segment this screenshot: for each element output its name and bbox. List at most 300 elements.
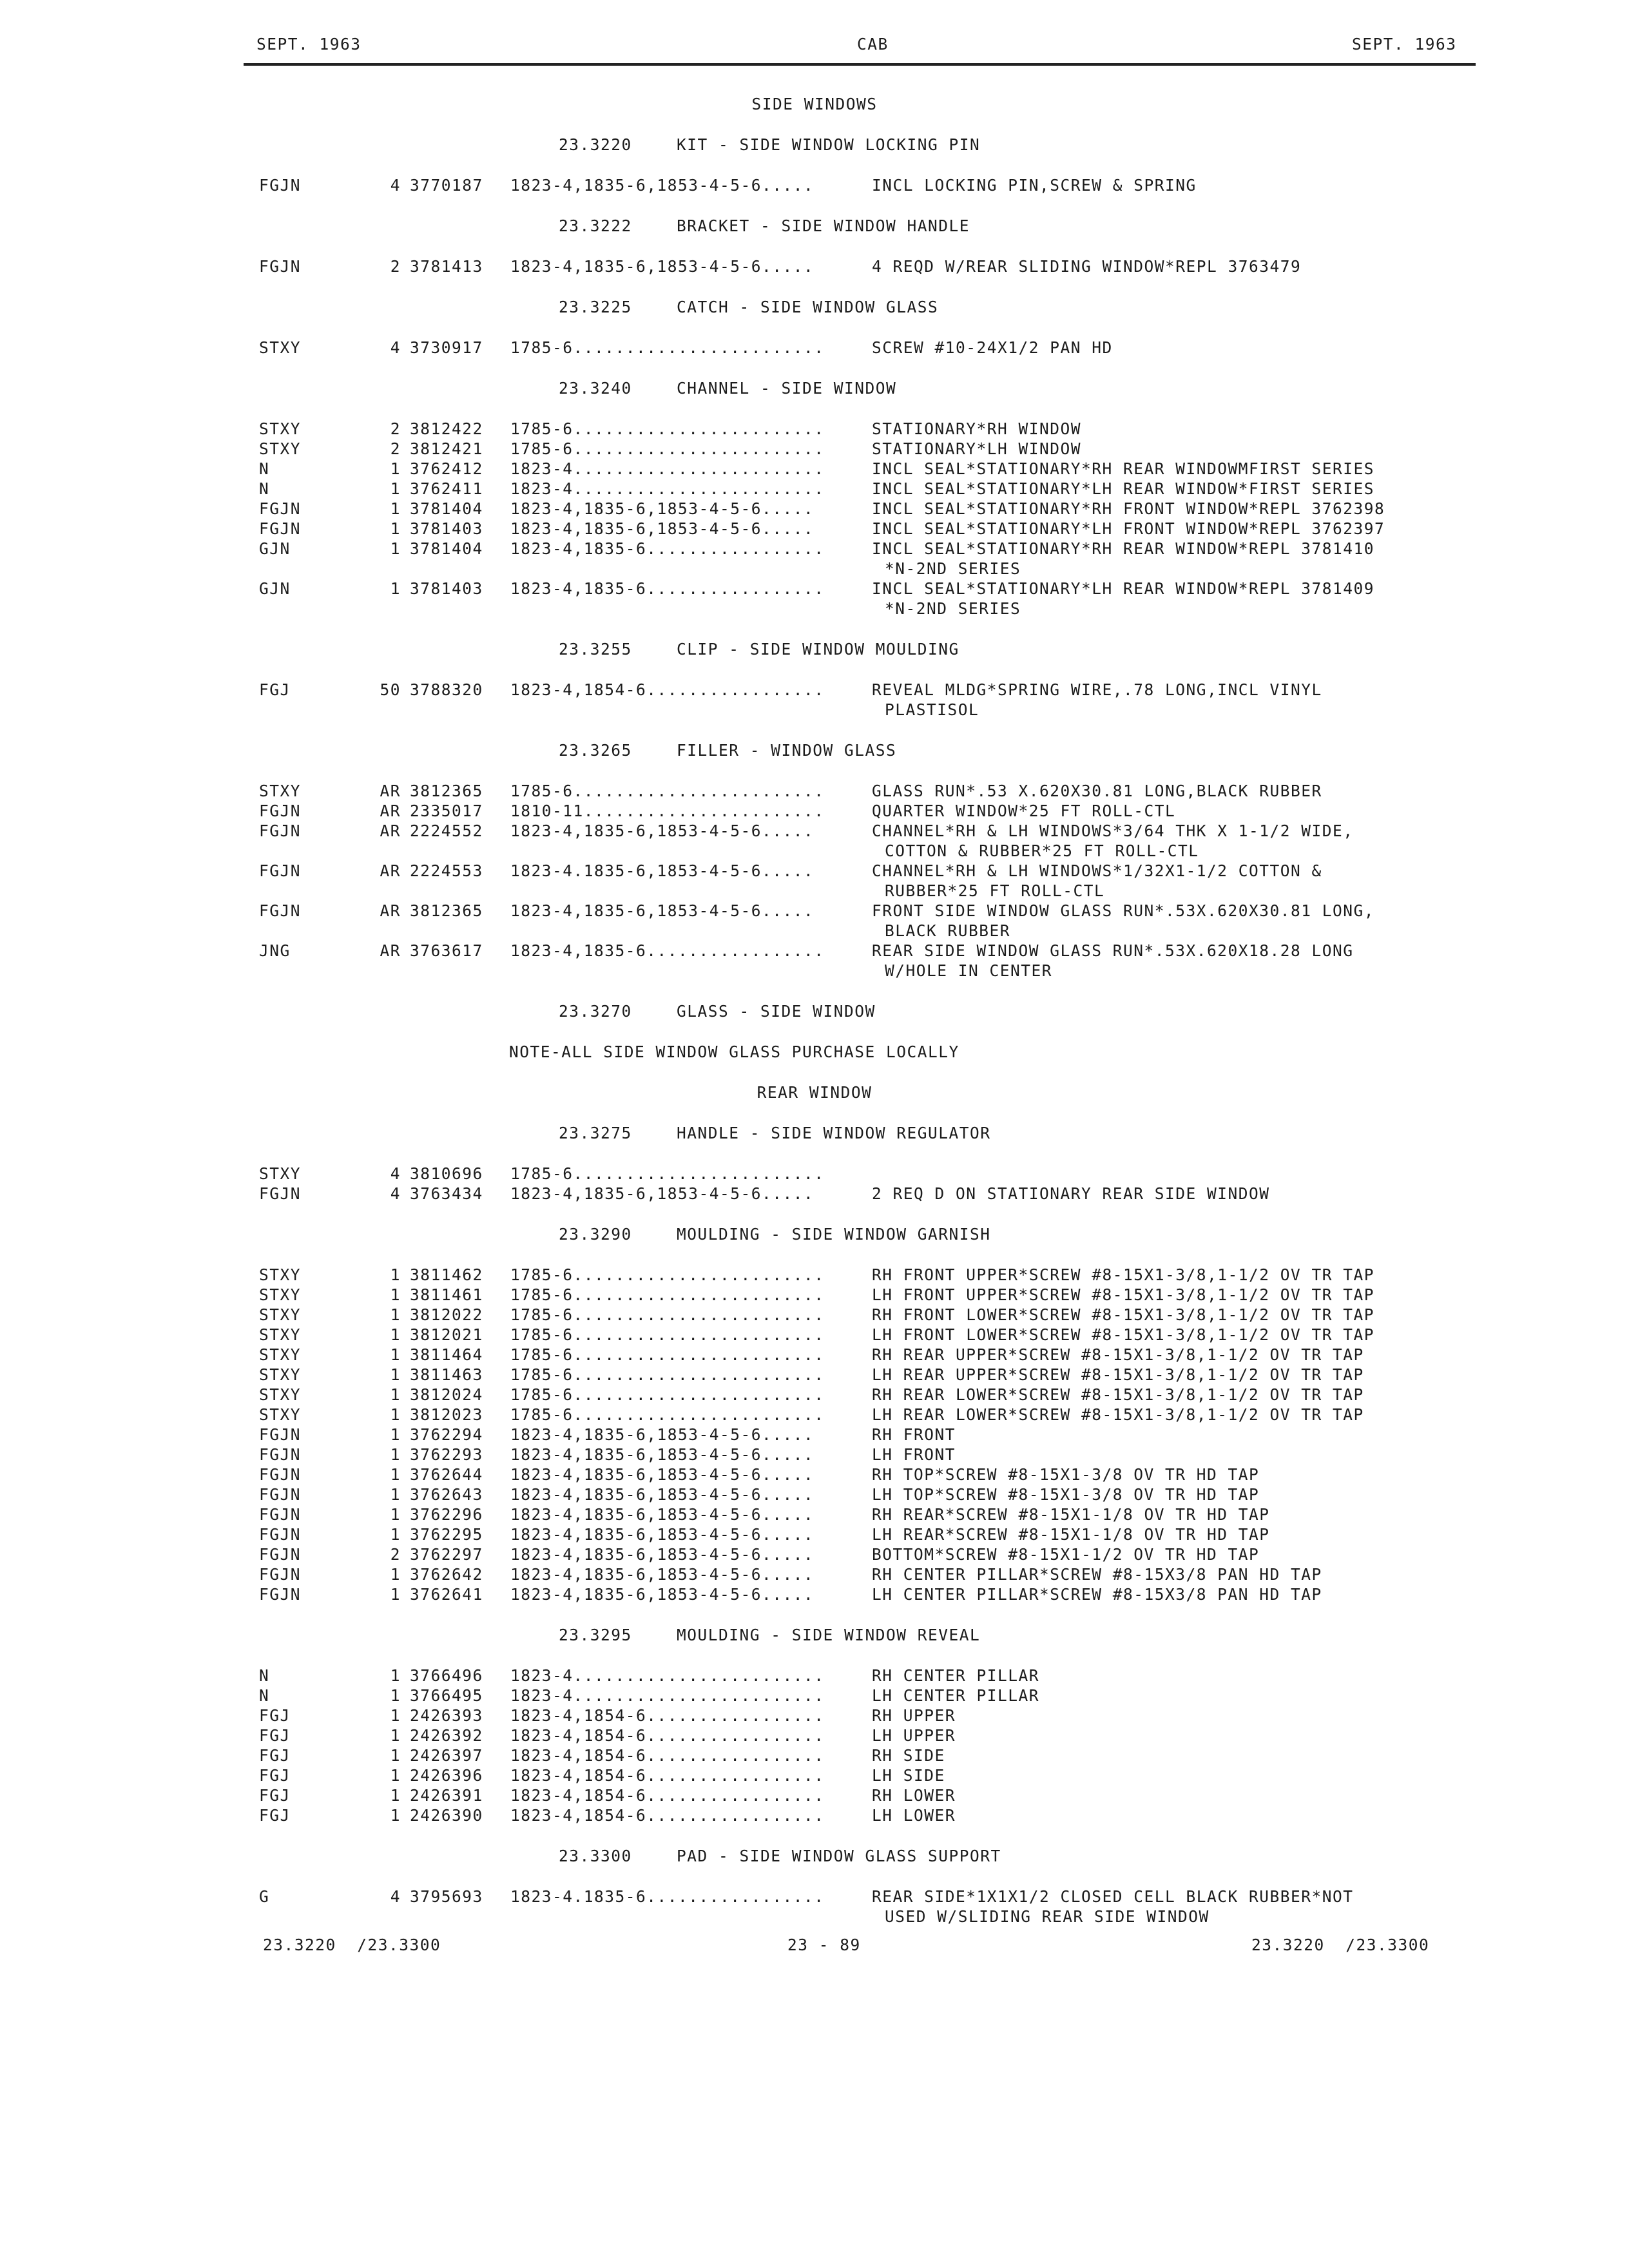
parts-row (0, 1325, 1629, 1345)
model-applicability: 1823-4,1835-6,1853-4-5-6..... (510, 1465, 815, 1484)
model-applicability: 1785-6........................ (510, 439, 825, 458)
part-number: 2224553 (410, 861, 483, 880)
part-number: 3762296 (410, 1505, 483, 1524)
parts-row (0, 801, 1629, 821)
part-description: RH REAR LOWER*SCREW #8-15X1-3/8,1-1/2 OV TR TAP (872, 1385, 1364, 1404)
note-text: NOTE-ALL SIDE WINDOW GLASS PURCHASE LOCALLY (509, 1043, 959, 1061)
model-applicability: 1823-4,1835-6,1853-4-5-6..... (510, 499, 815, 518)
part-description-continued: BLACK RUBBER (885, 921, 1011, 940)
quantity: 1 (390, 1806, 401, 1825)
quantity: 1 (390, 1345, 401, 1364)
part-number: 3781403 (410, 579, 483, 598)
parts-row (0, 1666, 1629, 1686)
group-heading (0, 639, 1629, 680)
model-code: STXY (259, 1385, 302, 1404)
part-number: 3812422 (410, 419, 483, 438)
part-number: 3762297 (410, 1545, 483, 1564)
model-code: FGJN (259, 1184, 302, 1203)
group-heading (0, 378, 1629, 419)
model-code: FGJN (259, 861, 302, 880)
part-description: INCL SEAL*STATIONARY*LH FRONT WINDOW*REPL 3762397 (872, 519, 1385, 538)
group-heading (0, 297, 1629, 338)
parts-row (0, 1365, 1629, 1385)
part-number: 3730917 (410, 338, 483, 357)
quantity: 1 (390, 1305, 401, 1324)
header-rule (244, 63, 1476, 66)
parts-row (0, 1765, 1629, 1785)
parts-row (0, 1564, 1629, 1584)
group-code: 23.3225 (559, 298, 632, 316)
quantity: 1 (390, 1485, 401, 1504)
group-code: 23.3222 (559, 216, 632, 235)
part-description: LH REAR*SCREW #8-15X1-1/8 OV TR HD TAP (872, 1525, 1270, 1544)
model-applicability: 1785-6........................ (510, 1385, 825, 1404)
header-date-right: SEPT. 1963 (1352, 35, 1457, 53)
parts-row (0, 901, 1629, 921)
parts-row (0, 941, 1629, 961)
model-code: STXY (259, 439, 302, 458)
parts-row (0, 579, 1629, 599)
parts-row-continuation (0, 961, 1629, 981)
part-description: REAR SIDE WINDOW GLASS RUN*.53X.620X18.28 LONG (872, 941, 1354, 960)
part-description: RH LOWER (872, 1786, 956, 1805)
parts-row (0, 175, 1629, 195)
part-description: INCL LOCKING PIN,SCREW & SPRING (872, 176, 1197, 195)
model-applicability: 1823-4........................ (510, 479, 825, 498)
group-title: BRACKET - SIDE WINDOW HANDLE (677, 216, 970, 235)
model-applicability: 1785-6........................ (510, 1164, 825, 1183)
model-code: N (259, 1686, 270, 1705)
part-description: LH REAR UPPER*SCREW #8-15X1-3/8,1-1/2 OV TR TAP (872, 1365, 1364, 1384)
quantity: 4 (390, 1184, 401, 1203)
model-code: STXY (259, 782, 302, 800)
model-code: STXY (259, 1305, 302, 1324)
group-code: 23.3255 (559, 640, 632, 658)
model-applicability: 1823-4.1835-6,1853-4-5-6..... (510, 861, 815, 880)
group-heading (0, 1224, 1629, 1265)
part-description: GLASS RUN*.53 X.620X30.81 LONG,BLACK RUBBER (872, 782, 1322, 800)
part-description: LH FRONT LOWER*SCREW #8-15X1-3/8,1-1/2 OV TR TAP (872, 1325, 1375, 1344)
parts-row (0, 1285, 1629, 1305)
parts-row (0, 1706, 1629, 1725)
parts-row (0, 781, 1629, 801)
model-code: STXY (259, 1265, 302, 1284)
parts-row (0, 821, 1629, 841)
quantity: 1 (390, 1746, 401, 1765)
model-applicability: 1823-4,1835-6................. (510, 941, 825, 960)
part-number: 2426390 (410, 1806, 483, 1825)
parts-group (0, 680, 1629, 720)
part-number: 3766495 (410, 1686, 483, 1705)
parts-row (0, 1405, 1629, 1425)
parts-group (0, 175, 1629, 195)
model-code: FGJN (259, 822, 302, 840)
part-description: LH REAR LOWER*SCREW #8-15X1-3/8,1-1/2 OV TR TAP (872, 1405, 1364, 1424)
quantity: 4 (390, 338, 401, 357)
part-description: BOTTOM*SCREW #8-15X1-1/2 OV TR HD TAP (872, 1545, 1260, 1564)
part-number: 3762293 (410, 1445, 483, 1464)
parts-group (0, 338, 1629, 358)
model-applicability: 1823-4,1835-6,1853-4-5-6..... (510, 901, 815, 920)
model-applicability: 1823-4,1835-6,1853-4-5-6..... (510, 1485, 815, 1504)
model-applicability: 1823-4,1835-6,1853-4-5-6..... (510, 519, 815, 538)
model-applicability: 1823-4,1835-6,1853-4-5-6..... (510, 1585, 815, 1604)
model-code: STXY (259, 1164, 302, 1183)
parts-group (0, 419, 1629, 619)
model-applicability: 1785-6........................ (510, 1285, 825, 1304)
model-code: FGJN (259, 1445, 302, 1464)
model-applicability: 1823-4,1854-6................. (510, 1706, 825, 1725)
quantity: 2 (390, 1545, 401, 1564)
model-applicability: 1823-4,1835-6,1853-4-5-6..... (510, 1184, 815, 1203)
part-number: 3812022 (410, 1305, 483, 1324)
model-applicability: 1785-6........................ (510, 1365, 825, 1384)
part-description-continued: *N-2ND SERIES (885, 599, 1021, 618)
part-number: 3811461 (410, 1285, 483, 1304)
model-applicability: 1823-4,1854-6................. (510, 1746, 825, 1765)
quantity: AR (380, 901, 401, 920)
model-applicability: 1823-4,1854-6................. (510, 1806, 825, 1825)
parts-row (0, 1584, 1629, 1604)
model-code: FGJ (259, 1806, 291, 1825)
part-description: REAR SIDE*1X1X1/2 CLOSED CELL BLACK RUBBER*NOT (872, 1887, 1354, 1906)
group-code: 23.3265 (559, 741, 632, 760)
parts-row-continuation (0, 881, 1629, 901)
part-description: STATIONARY*LH WINDOW (872, 439, 1082, 458)
model-code: FGJN (259, 1585, 302, 1604)
model-applicability: 1785-6........................ (510, 1265, 825, 1284)
parts-row (0, 680, 1629, 700)
quantity: 4 (390, 1164, 401, 1183)
part-number: 3762641 (410, 1585, 483, 1604)
part-number: 3781413 (410, 257, 483, 276)
model-code: FGJN (259, 1545, 302, 1564)
group-title: KIT - SIDE WINDOW LOCKING PIN (677, 135, 981, 154)
parts-row-continuation (0, 841, 1629, 861)
model-applicability: 1785-6........................ (510, 1345, 825, 1364)
part-number: 3762412 (410, 459, 483, 478)
part-number: 3812365 (410, 782, 483, 800)
parts-row (0, 1785, 1629, 1805)
part-description-continued: RUBBER*25 FT ROLL-CTL (885, 881, 1105, 900)
part-number: 2426396 (410, 1766, 483, 1785)
parts-row (0, 256, 1629, 276)
parts-row-continuation (0, 599, 1629, 619)
parts-row (0, 1524, 1629, 1544)
part-number: 3763434 (410, 1184, 483, 1203)
part-number: 3810696 (410, 1164, 483, 1183)
quantity: 1 (390, 1365, 401, 1384)
model-applicability: 1823-4,1854-6................. (510, 680, 825, 699)
quantity: 1 (390, 1666, 401, 1685)
model-applicability: 1810-11....................... (510, 802, 825, 820)
part-description: RH REAR*SCREW #8-15X1-1/8 OV TR HD TAP (872, 1505, 1270, 1524)
part-number: 3770187 (410, 176, 483, 195)
model-code: FGJN (259, 1465, 302, 1484)
part-number: 2335017 (410, 802, 483, 820)
section-title (0, 1082, 1629, 1123)
quantity: 1 (390, 1726, 401, 1745)
part-number: 3812021 (410, 1325, 483, 1344)
part-number: 3762294 (410, 1425, 483, 1444)
part-number: 3795693 (410, 1887, 483, 1906)
section-title (0, 94, 1629, 135)
quantity: AR (380, 822, 401, 840)
model-applicability: 1823-4,1854-6................. (510, 1766, 825, 1785)
model-applicability: 1823-4........................ (510, 1686, 825, 1705)
model-applicability: 1823-4,1854-6................. (510, 1726, 825, 1745)
model-applicability: 1823-4,1835-6................. (510, 539, 825, 558)
part-description: SCREW #10-24X1/2 PAN HD (872, 338, 1113, 357)
model-code: FGJN (259, 257, 302, 276)
model-code: G (259, 1887, 270, 1906)
group-title: GLASS - SIDE WINDOW (677, 1002, 876, 1021)
header-section-title: CAB (857, 35, 889, 53)
model-code: STXY (259, 338, 302, 357)
part-number: 2426392 (410, 1726, 483, 1745)
quantity: AR (380, 861, 401, 880)
quantity: 2 (390, 257, 401, 276)
quantity: 2 (390, 419, 401, 438)
model-code: GJN (259, 539, 291, 558)
model-code: STXY (259, 1345, 302, 1364)
quantity: 1 (390, 1565, 401, 1584)
model-applicability: 1823-4,1835-6,1853-4-5-6..... (510, 1425, 815, 1444)
model-applicability: 1785-6........................ (510, 1305, 825, 1324)
part-description: RH FRONT (872, 1425, 956, 1444)
parts-row-continuation (0, 700, 1629, 720)
quantity: 1 (390, 579, 401, 598)
parts-row (0, 539, 1629, 559)
parts-group (0, 1164, 1629, 1204)
part-number: 3762411 (410, 479, 483, 498)
model-applicability: 1785-6........................ (510, 338, 825, 357)
model-applicability: 1785-6........................ (510, 1325, 825, 1344)
model-applicability: 1823-4,1835-6,1853-4-5-6..... (510, 1545, 815, 1564)
model-code: STXY (259, 1285, 302, 1304)
quantity: 1 (390, 1525, 401, 1544)
group-code: 23.3270 (559, 1002, 632, 1021)
part-description-continued: PLASTISOL (885, 700, 979, 719)
group-heading (0, 740, 1629, 781)
part-description: RH FRONT LOWER*SCREW #8-15X1-3/8,1-1/2 OV TR TAP (872, 1305, 1375, 1324)
model-code: FGJN (259, 176, 302, 195)
part-description: RH CENTER PILLAR (872, 1666, 1040, 1685)
group-heading (0, 216, 1629, 256)
quantity: 1 (390, 1465, 401, 1484)
section-title-text: SIDE WINDOWS (751, 95, 878, 113)
group-heading (0, 1846, 1629, 1887)
part-number: 2426397 (410, 1746, 483, 1765)
group-heading (0, 1625, 1629, 1666)
model-applicability: 1823-4.1835-6................. (510, 1887, 825, 1906)
note-line (0, 1042, 1629, 1082)
parts-row (0, 479, 1629, 499)
parts-catalog-body (0, 94, 1629, 1947)
part-description: LH UPPER (872, 1726, 956, 1745)
model-applicability: 1823-4,1854-6................. (510, 1786, 825, 1805)
group-title: HANDLE - SIDE WINDOW REGULATOR (677, 1124, 991, 1142)
model-applicability: 1823-4,1835-6,1853-4-5-6..... (510, 1525, 815, 1544)
model-code: N (259, 1666, 270, 1685)
part-description: LH SIDE (872, 1766, 945, 1785)
model-code: FGJ (259, 1706, 291, 1725)
part-description: FRONT SIDE WINDOW GLASS RUN*.53X.620X30.81 LONG, (872, 901, 1375, 920)
group-heading (0, 135, 1629, 175)
part-description: INCL SEAL*STATIONARY*LH REAR WINDOW*REPL 3781409 (872, 579, 1375, 598)
quantity: 1 (390, 1766, 401, 1785)
parts-row (0, 861, 1629, 881)
group-title: MOULDING - SIDE WINDOW GARNISH (677, 1225, 991, 1244)
parts-row (0, 1805, 1629, 1825)
part-description: INCL SEAL*STATIONARY*RH REAR WINDOWMFIRST SERIES (872, 459, 1375, 478)
model-code: FGJN (259, 499, 302, 518)
quantity: 1 (390, 519, 401, 538)
part-number: 3812365 (410, 901, 483, 920)
part-number: 2224552 (410, 822, 483, 840)
part-description: CHANNEL*RH & LH WINDOWS*3/64 THK X 1-1/2 WIDE, (872, 822, 1354, 840)
part-description: LH LOWER (872, 1806, 956, 1825)
model-applicability: 1823-4,1835-6................. (510, 579, 825, 598)
parts-row (0, 1345, 1629, 1365)
quantity: 1 (390, 1706, 401, 1725)
model-code: FGJN (259, 802, 302, 820)
parts-row-continuation (0, 921, 1629, 941)
model-applicability: 1823-4,1835-6,1853-4-5-6..... (510, 1505, 815, 1524)
quantity: 1 (390, 1285, 401, 1304)
part-number: 3812421 (410, 439, 483, 458)
part-number: 3781404 (410, 499, 483, 518)
quantity: 1 (390, 1405, 401, 1424)
model-code: FGJN (259, 901, 302, 920)
group-title: CATCH - SIDE WINDOW GLASS (677, 298, 939, 316)
quantity: 1 (390, 1505, 401, 1524)
quantity: 1 (390, 479, 401, 498)
part-description: RH CENTER PILLAR*SCREW #8-15X3/8 PAN HD TAP (872, 1565, 1322, 1584)
part-description: 2 REQ D ON STATIONARY REAR SIDE WINDOW (872, 1184, 1270, 1203)
parts-row-continuation (0, 1907, 1629, 1927)
parts-row (0, 1265, 1629, 1285)
model-code: STXY (259, 1365, 302, 1384)
model-applicability: 1785-6........................ (510, 782, 825, 800)
quantity: 1 (390, 1445, 401, 1464)
part-description: LH CENTER PILLAR*SCREW #8-15X3/8 PAN HD TAP (872, 1585, 1322, 1604)
parts-row (0, 1305, 1629, 1325)
part-description: LH FRONT UPPER*SCREW #8-15X1-3/8,1-1/2 OV TR TAP (872, 1285, 1375, 1304)
part-number: 3781403 (410, 519, 483, 538)
part-number: 3762644 (410, 1465, 483, 1484)
parts-row (0, 1745, 1629, 1765)
quantity: 1 (390, 1325, 401, 1344)
group-heading (0, 1001, 1629, 1042)
page-footer (0, 1935, 1629, 2015)
quantity: 50 (380, 680, 401, 699)
quantity: 2 (390, 439, 401, 458)
parts-row (0, 1887, 1629, 1907)
footer-page-number: 23 - 89 (787, 1936, 861, 1954)
parts-row (0, 439, 1629, 459)
quantity: AR (380, 782, 401, 800)
quantity: 1 (390, 1425, 401, 1444)
model-applicability: 1785-6........................ (510, 1405, 825, 1424)
part-number: 3812023 (410, 1405, 483, 1424)
part-description: INCL SEAL*STATIONARY*RH REAR WINDOW*REPL 3781410 (872, 539, 1375, 558)
model-code: JNG (259, 941, 291, 960)
part-number: 3811462 (410, 1265, 483, 1284)
part-description: REVEAL MLDG*SPRING WIRE,.78 LONG,INCL VINYL (872, 680, 1322, 699)
parts-group (0, 781, 1629, 981)
part-number: 3766496 (410, 1666, 483, 1685)
quantity: 1 (390, 499, 401, 518)
parts-row (0, 1485, 1629, 1504)
part-description-continued: *N-2ND SERIES (885, 559, 1021, 578)
parts-group (0, 256, 1629, 276)
model-code: FGJ (259, 1746, 291, 1765)
parts-row (0, 1385, 1629, 1405)
part-description: STATIONARY*RH WINDOW (872, 419, 1082, 438)
quantity: 1 (390, 1786, 401, 1805)
part-description-continued: W/HOLE IN CENTER (885, 961, 1053, 980)
model-applicability: 1823-4,1835-6,1853-4-5-6..... (510, 257, 815, 276)
parts-row (0, 338, 1629, 358)
part-number: 2426391 (410, 1786, 483, 1805)
footer-range-right: 23.3220 /23.3300 (1251, 1936, 1430, 1954)
part-number: 3762295 (410, 1525, 483, 1544)
model-code: FGJ (259, 1786, 291, 1805)
part-description: INCL SEAL*STATIONARY*LH REAR WINDOW*FIRST SERIES (872, 479, 1375, 498)
quantity: 4 (390, 176, 401, 195)
model-code: FGJ (259, 1766, 291, 1785)
parts-row (0, 1504, 1629, 1524)
parts-row (0, 1184, 1629, 1204)
group-title: PAD - SIDE WINDOW GLASS SUPPORT (677, 1847, 1001, 1865)
parts-row-continuation (0, 559, 1629, 579)
part-description-continued: USED W/SLIDING REAR SIDE WINDOW (885, 1907, 1210, 1926)
part-description: RH UPPER (872, 1706, 956, 1725)
part-number: 2426393 (410, 1706, 483, 1725)
part-number: 3762642 (410, 1565, 483, 1584)
model-applicability: 1823-4,1835-6,1853-4-5-6..... (510, 1565, 815, 1584)
model-code: GJN (259, 579, 291, 598)
part-description: LH TOP*SCREW #8-15X1-3/8 OV TR HD TAP (872, 1485, 1260, 1504)
model-code: FGJN (259, 1525, 302, 1544)
model-code: FGJN (259, 1505, 302, 1524)
part-number: 3781404 (410, 539, 483, 558)
part-description: RH REAR UPPER*SCREW #8-15X1-3/8,1-1/2 OV TR TAP (872, 1345, 1364, 1364)
footer-range-left: 23.3220 /23.3300 (263, 1936, 441, 1954)
model-code: N (259, 479, 270, 498)
quantity: 4 (390, 1887, 401, 1906)
part-description: LH CENTER PILLAR (872, 1686, 1040, 1705)
group-code: 23.3300 (559, 1847, 632, 1865)
parts-group (0, 1887, 1629, 1927)
quantity: 1 (390, 1585, 401, 1604)
part-description: RH SIDE (872, 1746, 945, 1765)
part-description: LH FRONT (872, 1445, 956, 1464)
model-applicability: 1823-4........................ (510, 1666, 825, 1685)
group-code: 23.3240 (559, 379, 632, 398)
part-number: 3763617 (410, 941, 483, 960)
group-heading (0, 1123, 1629, 1164)
parts-row (0, 1686, 1629, 1706)
part-number: 3811463 (410, 1365, 483, 1384)
model-applicability: 1823-4........................ (510, 459, 825, 478)
parts-row (0, 1465, 1629, 1485)
parts-row (0, 1544, 1629, 1564)
group-title: MOULDING - SIDE WINDOW REVEAL (677, 1626, 981, 1644)
quantity: 1 (390, 459, 401, 478)
model-applicability: 1823-4,1835-6,1853-4-5-6..... (510, 176, 815, 195)
